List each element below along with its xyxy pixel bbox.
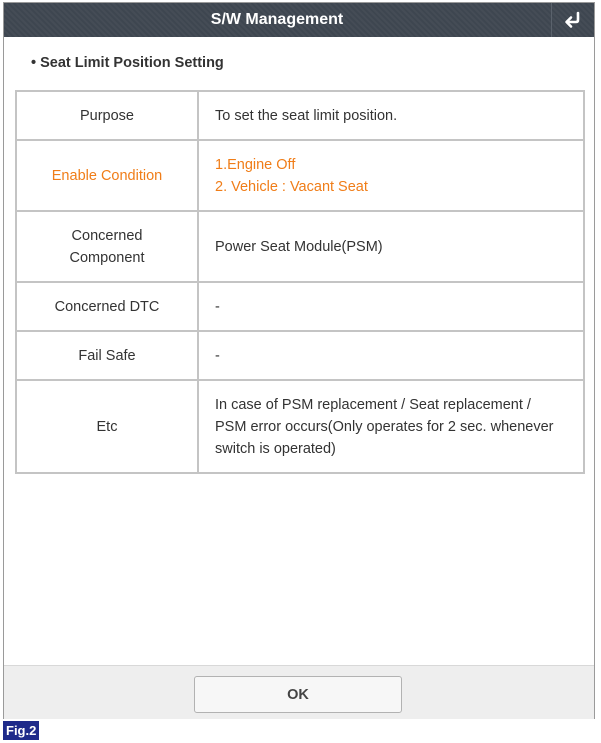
- table-row-fail-safe: [16, 331, 584, 380]
- value-line: To set the seat limit position.: [215, 107, 398, 124]
- value-line: 1.Engine Off: [215, 156, 296, 173]
- row-label-purpose: Purpose: [16, 91, 198, 140]
- row-value-fail-safe: [198, 331, 584, 380]
- row-label-concerned-dtc: Concerned DTC: [16, 282, 198, 331]
- row-value-concerned-component: [198, 211, 584, 282]
- info-table: [15, 90, 585, 474]
- label-line: Component: [69, 249, 145, 266]
- figure-label: Fig.2: [3, 721, 39, 740]
- value-line: -: [215, 298, 220, 315]
- value-line: switch is operated): [215, 440, 336, 457]
- label-line: Concerned: [71, 227, 143, 244]
- row-label-concerned-component: [16, 211, 198, 282]
- table-row-concerned-component: [16, 211, 584, 282]
- table-row-concerned-dtc: [16, 282, 584, 331]
- dialog-window: [3, 2, 595, 719]
- window-title: S/W Management: [210, 11, 344, 28]
- value-line: Power Seat Module(PSM): [215, 238, 383, 255]
- value-line: -: [215, 347, 220, 364]
- row-value-etc: [198, 380, 584, 473]
- ok-button[interactable]: OK: [194, 676, 402, 713]
- row-label-fail-safe: Fail Safe: [16, 331, 198, 380]
- table-row-enable-condition: [16, 140, 584, 211]
- table-row-purpose: [16, 91, 584, 140]
- section-heading: • Seat Limit Position Setting: [31, 55, 224, 71]
- return-arrow-icon: [563, 11, 583, 29]
- title-bar: [4, 3, 594, 37]
- row-value-purpose: [198, 91, 584, 140]
- dialog-footer: [4, 665, 594, 719]
- table-row-etc: [16, 380, 584, 473]
- row-label-enable-condition: Enable Condition: [16, 140, 198, 211]
- row-value-enable-condition: [198, 140, 584, 211]
- row-label-etc: Etc: [16, 380, 198, 473]
- value-line: 2. Vehicle : Vacant Seat: [215, 178, 368, 195]
- value-line: In case of PSM replacement / Seat replacement /: [215, 396, 531, 413]
- back-button[interactable]: [551, 3, 594, 37]
- row-value-concerned-dtc: [198, 282, 584, 331]
- value-line: PSM error occurs(Only operates for 2 sec. whenever: [215, 418, 554, 435]
